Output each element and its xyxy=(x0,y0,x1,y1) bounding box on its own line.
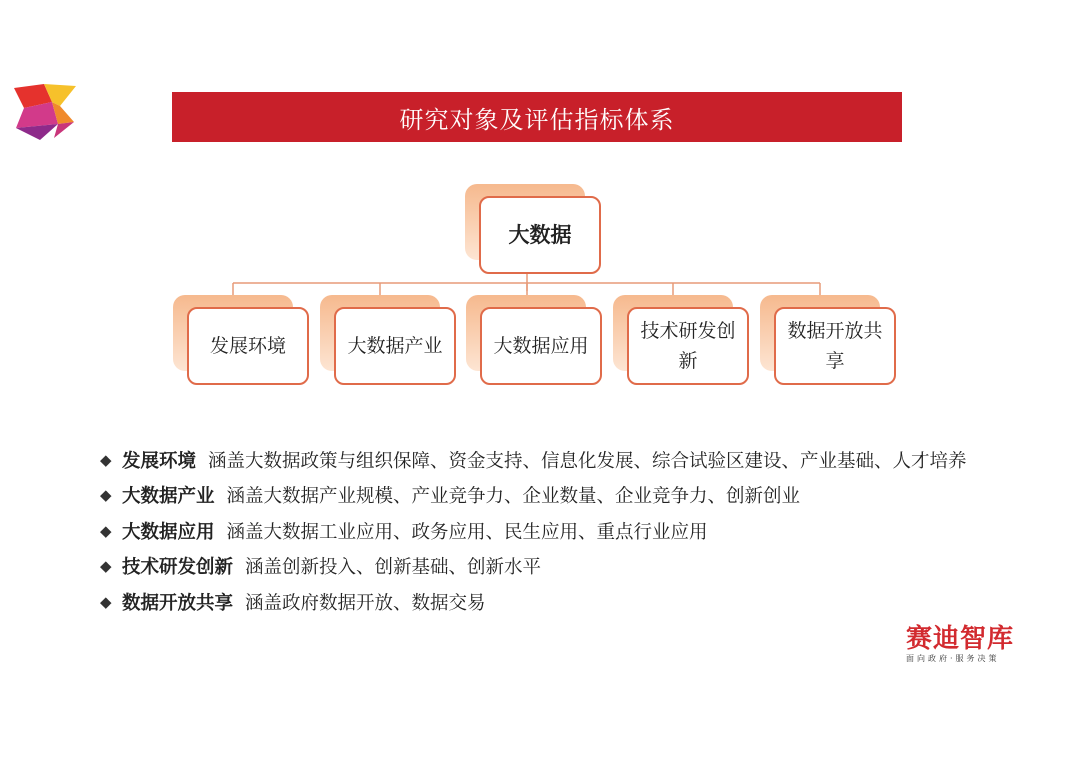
description-term: 大数据产业 xyxy=(122,486,215,508)
child-node-label: 数据开放共享 xyxy=(774,307,896,385)
diamond-bullet-icon: ◆ xyxy=(100,521,112,540)
root-node-label: 大数据 xyxy=(479,196,601,274)
description-term: 发展环境 xyxy=(122,450,197,472)
description-item xyxy=(100,478,1060,514)
child-node-3 xyxy=(466,295,606,387)
child-node-label: 发展环境 xyxy=(187,307,309,385)
description-item xyxy=(100,442,1060,478)
description-text: 涵盖创新投入、创新基础、创新水平 xyxy=(245,557,542,579)
description-term: 大数据应用 xyxy=(122,521,215,543)
child-node-label: 大数据产业 xyxy=(334,307,456,385)
brand-logo xyxy=(906,618,1038,664)
diamond-bullet-icon: ◆ xyxy=(100,450,112,469)
child-node-label: 大数据应用 xyxy=(480,307,602,385)
description-text: 涵盖政府数据开放、数据交易 xyxy=(245,592,486,614)
brand-name: 赛迪智库 xyxy=(906,624,1015,654)
diamond-bullet-icon: ◆ xyxy=(100,486,112,505)
diamond-bullet-icon: ◆ xyxy=(100,592,112,611)
description-text: 涵盖大数据政策与组织保障、资金支持、信息化发展、综合试验区建设、产业基础、人才培养 xyxy=(208,450,967,472)
description-item xyxy=(100,584,1060,620)
root-node xyxy=(465,184,605,276)
child-node-4 xyxy=(613,295,753,387)
diamond-bullet-icon: ◆ xyxy=(100,557,112,576)
description-text: 涵盖大数据工业应用、政务应用、民生应用、重点行业应用 xyxy=(226,521,708,543)
page-title: 研究对象及评估指标体系 xyxy=(172,92,902,142)
child-node-5 xyxy=(760,295,900,387)
corner-logo-icon xyxy=(14,84,80,144)
child-node-label: 技术研发创新 xyxy=(627,307,749,385)
description-item xyxy=(100,513,1060,549)
child-node-2 xyxy=(320,295,460,387)
description-text: 涵盖大数据产业规模、产业竞争力、企业数量、企业竞争力、创新创业 xyxy=(226,486,801,508)
description-term: 技术研发创新 xyxy=(122,557,234,579)
child-node-1 xyxy=(173,295,313,387)
description-list xyxy=(100,442,1060,620)
description-item xyxy=(100,549,1060,585)
description-term: 数据开放共享 xyxy=(122,592,234,614)
brand-tagline: 面向政府·服务决策 xyxy=(906,654,1000,663)
